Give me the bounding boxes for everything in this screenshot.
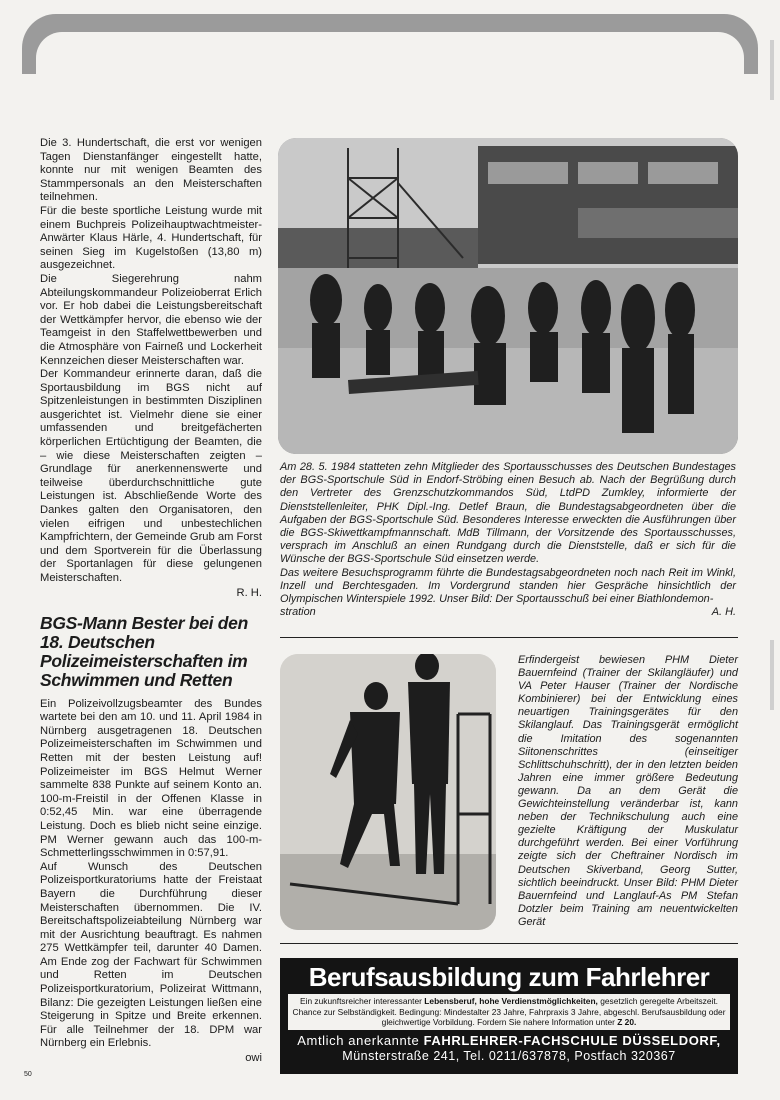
divider [280,637,738,638]
caption-text: Am 28. 5. 1984 statteten zehn Mitglieder des Sportausschusses des Deutschen Bundestages der BGS-Sportschule Süd in Endorf-Ströbing einen Besuch ab. Nach der Begrüßung durch den Vertreter des Grenzschutzkommandos Süd, LtdPD Zumkley, informierte der Dienststellenleiter, PHK Dipl.-Ing. Detlef Braun, die Bundestagsabgeordneten über die Aufgaben der BGS-Sportschule Süd. Besonderes Interesse erweckten die Ausführungen über die BGS-Skiwettkampfmannschaft. MdB Tillmann, der Vorsitzende des Sportausschusses, versprach im Anschluß an einen Rundgang durch die Dienststelle, daß er sich für die Wünsche der BGS-Sportschule Süd einsetzen werde. [280,461,736,566]
header-inner [36,32,744,82]
intro-paragraph: Die Siegerehrung nahm Abteilungskommandeur Polizeioberrat Erlich vor. Er hob dabei die Leistungsbereitschaft der Wettkämpfer hervor, die ebenso wie der Teamgeist in den Staffelwettbewerben und die Atmosphäre von Fairneß und Lockerheit Kennzeichen dieser Meisterschaften war. [40,272,262,367]
intro-paragraph: Für die beste sportliche Leistung wurde mit einem Buchpreis Polizeihauptwachtmeister-Anwärter Klaus Härle, 4. Hundertschaft, für seinen Sieg im Kugelstoßen (13,80 m) ausgezeichnet. [40,204,262,272]
biathlon-photo [278,138,738,454]
article-paragraph: Auf Wunsch des Deutschen Polizeisportkuratoriums hatte der Freistaat Bayern die Durchführung dieser Meisterschaften übernommen. Die IV. Bereitschaftspolizeiabteilung Nürnberg war mit der Ausrichtung beauftragt. Es nahmen 275 Wettkämpfer teil, darunter 40 Damen. Am Ende zog der Fachwart für Schwimmen und Retten im Deutschen Polizeisportkuratorium, Polizeirat Wittmann, Bilanz: Die gezeigten Leistungen ließen eine Steigerung in Spitze und Breite erkennen. Für alle Teilnehmer der 18. DPM war Nürnberg ein Erlebnis. [40,860,262,1050]
fahrlehrer-advertisement [280,958,738,1074]
intro-paragraph: Die 3. Hundertschaft, die erst vor wenigen Tagen Dienstanfänger eingestellt hatte, konnte nur mit wenigen Beamten des Stammpersonals an den Meisterschaften teilnehmen. [40,137,262,204]
training-device-illustration [280,654,496,930]
article-signature: owi [245,1052,262,1065]
ad-text: Ein zukunftsreicher interessanter [300,996,425,1006]
divider [280,943,738,944]
article-paragraph: Ein Polizeivollzugsbeamter des Bundes wartete bei den am 10. und 11. April 1984 in Nürnberg ausgetragenen 18. Deutschen Polizeimeisterschaften im Schwimmen und Retten mit der besten Leistung auf! Polizeimeister im BGS Helmut Werner sammelte 838 Punkte auf seinem Konto an. 100-m-Freistil in der Offenen Klasse in 0:52,45 Min. war eine überragende Leistung. Doch es blieb nicht seine einzige. PM Werner gewann auch das 100-m-Schmetterlingsschwimmen in 0:57,91. [40,697,262,860]
ad-text-bold: Lebensberuf, hohe Verdienstmöglichkeiten, [424,996,598,1006]
ad-school-line [280,1033,738,1049]
ad-address: Münsterstraße 241, Tel. 0211/637878, Postfach 320367 [342,1048,676,1063]
scan-edge [770,640,774,710]
ad-text-bold: Z 20. [617,1017,637,1027]
ad-title: Berufsausbildung zum Fahrlehrer [308,962,710,992]
left-column [40,137,262,1065]
ad-info-box [288,994,730,1030]
intro-signature: R. H. [236,586,262,599]
ad-text: gesetzlich geregelte Arbeitszeit. Chance zur Selbständigkeit. Bedingung: Mindestalter 23 Jahre, Fahrpraxis 3 Jahre, abgeschl. Berufsausbildung oder gleichwertige Vorbildung. Fordern Sie nahere Information unter [292,996,726,1027]
scan-edge [770,40,774,100]
article-headline: BGS-Mann Bester bei den 18. Deutschen Polizeimeisterschaften im Schwimmen und Retten [40,612,248,690]
training-device-photo [280,654,496,930]
biathlon-caption [280,461,736,619]
caption-signature: A. H. [711,606,736,619]
intro-paragraph: Der Kommandeur erinnerte daran, daß die Sportausbildung im BGS nicht auf Spitzenleistungen in bestimmten Disziplinen ausgerichtet ist. Vielmehr diene sie einer umfassenden und breitgefächerten körperlichen Ertüchtigung der Beamten, die – wie diese Meisterschaften zeigten – Grundlage für anerkennenswerte und teilweise überdurchschnittliche gute Leistungen ist. Abschließende Worte des Dankes galten den Organisatoren, den vielen eifrigen und unbestechlichen Kampfrichtern, der Gemeinde Grub am Forst und dem Sportverein für die Überlassung der Sportanlagen für diese gelungenen Meisterschaften. [40,368,262,584]
caption-text: Das weitere Besuchsprogramm führte die Bundestagsabgeordneten noch nach Reit im Winkl, Inzell und Berchtesgaden. Im Vordergrund standen hier Gespräche hinsichtlich der Olympischen Winterspiele 1992. Unser Bild: Der Sportausschuß bei einer Biathlondemon- [280,566,736,606]
page-number: 50 [24,1071,32,1078]
ad-text: Amtlich anerkannte [297,1032,424,1048]
ad-school-name: FAHRLEHRER-FACHSCHULE DÜSSELDORF, [423,1032,721,1048]
training-device-caption: Erfindergeist bewiesen PHM Dieter Bauernfeind (Trainer der Skilangläufer) und VA Peter Hauser (Trainer der Nordische Kombinierer) bei der Entwicklung eines neuartigen Trainingsgerätes für den Skilanglauf. Das Trainingsgerät ermöglicht die Imitation des sogenannten Siitonenschrittes (einseitiger Schlittschuhschritt), der in den letzten beiden Jahren eine immer größere Bedeutung gewann. Da an dem Gerät die Gewichteinstellung veränderbar ist, kann neben der Technikschulung auch eine gezielte Kräftigung der Muskulatur durchgeführt werden. Bei einer Vorführung zeigte sich der Cheftrainer Nordisch im Deutschen Skiverband, Georg Sutter, sichtlich beeindruckt. Unser Bild: PHM Dieter Bauernfeind und Langlauf-As PM Stefan Dotzler beim Training am neuentwickelten Gerät [518,654,738,928]
caption-text: stration [280,606,316,619]
biathlon-photo-illustration [278,138,738,454]
